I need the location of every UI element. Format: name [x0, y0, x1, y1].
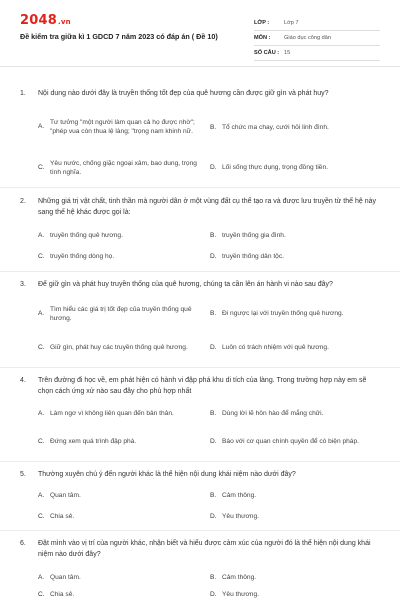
option-d[interactable]	[210, 160, 372, 176]
option-letter: C.	[38, 253, 45, 261]
option-text: Cảm thông.	[222, 574, 257, 582]
option-text: Cảm thông.	[222, 492, 257, 500]
option-letter: B.	[210, 232, 217, 240]
option-b[interactable]	[210, 490, 372, 502]
meta-key: SỐ CÂU :	[254, 50, 280, 56]
meta-value: 15	[284, 50, 291, 56]
logo-tld: .vn	[57, 18, 71, 26]
option-c[interactable]	[38, 511, 200, 523]
option-c[interactable]	[38, 436, 200, 448]
option-a[interactable]	[38, 572, 200, 584]
option-letter: D.	[210, 164, 217, 172]
option-c[interactable]	[38, 251, 200, 263]
option-a[interactable]	[38, 302, 200, 326]
meta-row-count	[254, 46, 380, 61]
option-letter: C.	[38, 344, 45, 352]
option-b[interactable]	[210, 307, 382, 321]
header-divider	[0, 66, 400, 67]
option-letter: C.	[38, 513, 45, 521]
option-letter: B.	[210, 124, 217, 132]
option-text: truyền thống dân tộc.	[222, 253, 284, 261]
document-title: Đề kiểm tra giữa kì 1 GDCD 7 năm 2023 có đáp án ( Đề 10)	[20, 32, 218, 41]
option-text: Đứng xem quá trình đập phá.	[50, 438, 137, 446]
option-letter: A.	[38, 123, 45, 131]
question-text: Trên đường đi học về, em phát hiện có hành vi đập phá khu di tích của làng. Trong trường hợp này em sẽ chọn cách ứng xử nào sau đây cho phù hợp nhất	[38, 377, 367, 395]
option-text: Lối sống thực dụng, trọng đồng tiền.	[222, 164, 328, 172]
option-d[interactable]	[210, 341, 372, 355]
option-a[interactable]	[38, 408, 210, 420]
option-b[interactable]	[210, 118, 372, 138]
question-text: Nội dung nào dưới đây là truyền thống tốt đẹp của quê hương cần được giữ gìn và phát huy?	[38, 90, 329, 97]
option-letter: B.	[210, 410, 217, 418]
option-text: Làm ngơ vì không liên quan đến bản thân.	[50, 410, 174, 418]
option-d[interactable]	[210, 590, 372, 600]
option-letter: B.	[210, 492, 217, 500]
option-text: Chia sẻ.	[50, 513, 75, 521]
meta-key: LỚP :	[254, 20, 270, 26]
option-letter: C.	[38, 591, 45, 599]
option-a[interactable]	[38, 109, 200, 145]
option-letter: A.	[38, 574, 45, 582]
meta-table	[254, 16, 380, 61]
question-text: Những giá trị vật chất, tinh thần mà người dân ở một vùng đất cụ thể tạo ra và được lưu truyền từ thế hệ này sang thế hệ khác được gọi là:	[38, 198, 376, 216]
option-b[interactable]	[210, 572, 372, 584]
question-divider	[0, 367, 400, 368]
option-text: Tìm hiểu các giá trị tốt đẹp của truyền thống quê hương.	[50, 305, 192, 322]
meta-row-class	[254, 16, 380, 31]
option-d[interactable]	[210, 511, 372, 523]
question-divider	[0, 187, 400, 188]
meta-value: Lớp 7	[284, 20, 299, 26]
option-letter: B.	[210, 310, 217, 318]
option-letter: C.	[38, 164, 45, 172]
option-b[interactable]	[210, 230, 372, 242]
meta-key: MÔN :	[254, 35, 271, 41]
option-text: truyền thống gia đình.	[222, 232, 286, 240]
option-a[interactable]	[38, 230, 200, 242]
option-letter: C.	[38, 438, 45, 446]
question-text: Để giữ gìn và phát huy truyền thống của quê hương, chúng ta cần lên án hành vi nào sau đây?	[38, 281, 333, 288]
question-number: 6.	[20, 540, 26, 547]
question-divider	[0, 461, 400, 462]
question-divider	[0, 271, 400, 272]
option-letter: B.	[210, 574, 217, 582]
option-text: truyền thống quê hương.	[50, 232, 123, 240]
option-text: Giữ gìn, phát huy các truyền thống quê hương.	[50, 344, 188, 352]
option-text: Tổ chức ma chay, cưới hỏi linh đình.	[222, 124, 329, 132]
option-c[interactable]	[38, 156, 200, 180]
question-number: 4.	[20, 377, 26, 384]
option-text: Quan tâm.	[50, 574, 81, 582]
question-text: Đặt mình vào vị trí của người khác, nhận biết và hiểu được cảm xúc của người đó là thể hiện nội dung khái niệm nào dưới đây?	[38, 540, 371, 558]
page-header	[0, 0, 400, 66]
option-letter: A.	[38, 410, 45, 418]
option-text: Yêu thương.	[222, 591, 259, 599]
option-b[interactable]	[210, 408, 382, 420]
meta-value: Giáo dục công dân	[284, 35, 331, 41]
option-c[interactable]	[38, 590, 200, 600]
meta-row-subject	[254, 31, 380, 46]
option-d[interactable]	[210, 430, 372, 454]
option-letter: D.	[210, 438, 217, 446]
option-letter: A.	[38, 232, 45, 240]
option-letter: D.	[210, 253, 217, 261]
option-letter: D.	[210, 591, 217, 599]
option-text: Chia sẻ.	[50, 591, 75, 599]
option-a[interactable]	[38, 490, 200, 502]
question-number: 1.	[20, 90, 26, 97]
option-d[interactable]	[210, 251, 372, 263]
option-text: Đi ngược lại với truyền thống quê hương.	[222, 310, 344, 318]
option-text: Dùng lời lẽ hôn hào để mắng chửi.	[222, 410, 324, 418]
logo-main: 2048	[20, 13, 57, 28]
option-text: Báo với cơ quan chính quyền để có biện pháp.	[222, 438, 359, 446]
question-divider	[0, 530, 400, 531]
option-text: Quan tâm.	[50, 492, 81, 500]
site-logo[interactable]	[20, 13, 71, 28]
option-letter: A.	[38, 492, 45, 500]
option-c[interactable]	[38, 336, 200, 360]
option-text: truyền thống dòng họ.	[50, 253, 115, 261]
question-number: 2.	[20, 198, 26, 205]
question-number: 5.	[20, 471, 26, 478]
option-text: Yêu thương.	[222, 513, 259, 521]
option-letter: D.	[210, 513, 217, 521]
option-text: Tư tưởng "một người làm quan cả họ được nhờ"; "phép vua còn thua lệ làng; "trọng nam khinh nữ.	[50, 118, 195, 135]
option-text: Yêu nước, chống giặc ngoại xâm, bao dung, trọng tình nghĩa.	[50, 159, 197, 176]
option-letter: D.	[210, 344, 217, 352]
option-text: Luôn có trách nhiệm với quê hương.	[222, 344, 329, 352]
option-letter: A.	[38, 310, 45, 318]
question-text: Thường xuyên chú ý đến người khác là thể hiện nội dung khái niệm nào dưới đây?	[38, 471, 296, 478]
question-number: 3.	[20, 281, 26, 288]
